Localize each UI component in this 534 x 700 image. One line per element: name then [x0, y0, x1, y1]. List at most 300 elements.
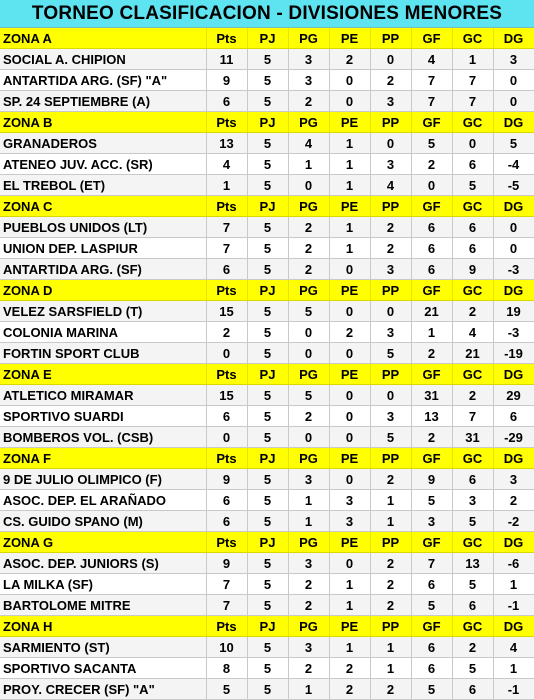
- stat-cell: -1: [493, 679, 534, 700]
- team-name: ASOC. DEP. EL ARAÑADO: [0, 490, 206, 511]
- stat-cell: 4: [411, 49, 452, 70]
- team-name: PROY. CRECER (SF) "A": [0, 679, 206, 700]
- stat-cell: 5: [247, 427, 288, 448]
- stat-cell: -29: [493, 427, 534, 448]
- column-header: Pts: [206, 616, 247, 637]
- stat-cell: 0: [288, 343, 329, 364]
- stat-cell: 7: [206, 595, 247, 616]
- stat-cell: 5: [411, 490, 452, 511]
- stat-cell: 5: [452, 658, 493, 679]
- stat-cell: 3: [452, 490, 493, 511]
- stat-cell: 0: [288, 322, 329, 343]
- stat-cell: 2: [288, 658, 329, 679]
- page-title: TORNEO CLASIFICACION - DIVISIONES MENORES: [0, 0, 534, 28]
- column-header: Pts: [206, 196, 247, 217]
- stat-cell: 1: [329, 637, 370, 658]
- column-header: PJ: [247, 364, 288, 385]
- stat-cell: 6: [206, 91, 247, 112]
- stat-cell: 1: [493, 574, 534, 595]
- stat-cell: 5: [247, 574, 288, 595]
- stat-cell: 3: [411, 511, 452, 532]
- column-header: PE: [329, 616, 370, 637]
- column-header: Pts: [206, 448, 247, 469]
- stat-cell: 1: [370, 658, 411, 679]
- stat-cell: 1: [329, 133, 370, 154]
- stat-cell: 3: [288, 469, 329, 490]
- standings-table: [0, 28, 534, 700]
- column-header: GF: [411, 616, 452, 637]
- stat-cell: 6: [206, 406, 247, 427]
- stat-cell: 1: [329, 574, 370, 595]
- team-row: [0, 49, 534, 70]
- stat-cell: 4: [452, 322, 493, 343]
- stat-cell: 5: [247, 301, 288, 322]
- stat-cell: 5: [247, 490, 288, 511]
- team-row: [0, 595, 534, 616]
- zone-name: ZONA C: [0, 196, 206, 217]
- stat-cell: 3: [493, 49, 534, 70]
- team-name: SPORTIVO SACANTA: [0, 658, 206, 679]
- team-row: [0, 259, 534, 280]
- stat-cell: 3: [370, 91, 411, 112]
- column-header: DG: [493, 532, 534, 553]
- zone-header-row: [0, 280, 534, 301]
- team-row: [0, 385, 534, 406]
- stat-cell: 0: [329, 91, 370, 112]
- stat-cell: 0: [329, 427, 370, 448]
- zone-header-row: [0, 196, 534, 217]
- stat-cell: 1: [288, 154, 329, 175]
- team-name: SPORTIVO SUARDI: [0, 406, 206, 427]
- stat-cell: 5: [247, 469, 288, 490]
- stat-cell: 0: [329, 406, 370, 427]
- column-header: GF: [411, 196, 452, 217]
- stat-cell: 0: [206, 427, 247, 448]
- stat-cell: 3: [288, 49, 329, 70]
- stat-cell: 7: [206, 238, 247, 259]
- team-name: GRANADEROS: [0, 133, 206, 154]
- stat-cell: -1: [493, 595, 534, 616]
- stat-cell: 19: [493, 301, 534, 322]
- stat-cell: 2: [288, 259, 329, 280]
- stat-cell: 7: [411, 70, 452, 91]
- column-header: GF: [411, 112, 452, 133]
- team-name: ASOC. DEP. JUNIORS (S): [0, 553, 206, 574]
- zone-header-row: [0, 616, 534, 637]
- stat-cell: -3: [493, 322, 534, 343]
- team-name: PUEBLOS UNIDOS (LT): [0, 217, 206, 238]
- column-header: PP: [370, 532, 411, 553]
- stat-cell: 0: [329, 385, 370, 406]
- team-name: ANTARTIDA ARG. (SF): [0, 259, 206, 280]
- stat-cell: 3: [329, 511, 370, 532]
- stat-cell: 5: [247, 154, 288, 175]
- stat-cell: 1: [206, 175, 247, 196]
- team-row: [0, 679, 534, 700]
- column-header: GC: [452, 28, 493, 49]
- stat-cell: 1: [370, 637, 411, 658]
- stat-cell: -6: [493, 553, 534, 574]
- column-header: PP: [370, 112, 411, 133]
- team-name: CS. GUIDO SPANO (M): [0, 511, 206, 532]
- stat-cell: 5: [288, 301, 329, 322]
- column-header: PE: [329, 28, 370, 49]
- stat-cell: 1: [370, 490, 411, 511]
- stat-cell: 6: [411, 217, 452, 238]
- stat-cell: 0: [370, 301, 411, 322]
- stat-cell: 7: [206, 574, 247, 595]
- stat-cell: 3: [370, 259, 411, 280]
- stat-cell: 4: [206, 154, 247, 175]
- stat-cell: 2: [370, 679, 411, 700]
- team-name: LA MILKA (SF): [0, 574, 206, 595]
- column-header: DG: [493, 196, 534, 217]
- stat-cell: 5: [411, 133, 452, 154]
- column-header: Pts: [206, 112, 247, 133]
- team-name: ANTARTIDA ARG. (SF) "A": [0, 70, 206, 91]
- stat-cell: 2: [370, 574, 411, 595]
- column-header: PG: [288, 196, 329, 217]
- stat-cell: 2: [370, 553, 411, 574]
- stat-cell: 1: [493, 658, 534, 679]
- stat-cell: 0: [329, 469, 370, 490]
- stat-cell: 2: [206, 322, 247, 343]
- column-header: PG: [288, 280, 329, 301]
- team-row: [0, 553, 534, 574]
- team-row: [0, 574, 534, 595]
- stat-cell: 6: [452, 679, 493, 700]
- stat-cell: 5: [247, 70, 288, 91]
- stat-cell: 1: [370, 511, 411, 532]
- column-header: GF: [411, 448, 452, 469]
- column-header: GF: [411, 364, 452, 385]
- stat-cell: -3: [493, 259, 534, 280]
- column-header: PP: [370, 196, 411, 217]
- column-header: DG: [493, 448, 534, 469]
- stat-cell: 5: [247, 49, 288, 70]
- column-header: PP: [370, 28, 411, 49]
- stat-cell: 5: [411, 679, 452, 700]
- stat-cell: 0: [493, 70, 534, 91]
- stat-cell: 2: [288, 217, 329, 238]
- stat-cell: 1: [452, 49, 493, 70]
- team-row: [0, 217, 534, 238]
- column-header: PE: [329, 364, 370, 385]
- column-header: DG: [493, 280, 534, 301]
- stat-cell: 2: [411, 343, 452, 364]
- stat-cell: 5: [247, 679, 288, 700]
- stat-cell: 9: [452, 259, 493, 280]
- stat-cell: 0: [329, 70, 370, 91]
- stat-cell: 3: [370, 154, 411, 175]
- stat-cell: 7: [452, 70, 493, 91]
- team-row: [0, 406, 534, 427]
- team-name: BARTOLOME MITRE: [0, 595, 206, 616]
- stat-cell: 0: [452, 133, 493, 154]
- stat-cell: -5: [493, 175, 534, 196]
- stat-cell: 5: [206, 679, 247, 700]
- stat-cell: 3: [493, 469, 534, 490]
- stat-cell: 3: [288, 637, 329, 658]
- stat-cell: 5: [247, 637, 288, 658]
- stat-cell: 6: [493, 406, 534, 427]
- stat-cell: 4: [370, 175, 411, 196]
- stat-cell: 7: [452, 91, 493, 112]
- column-header: Pts: [206, 28, 247, 49]
- stat-cell: 31: [452, 427, 493, 448]
- stat-cell: 2: [452, 385, 493, 406]
- team-name: UNION DEP. LASPIUR: [0, 238, 206, 259]
- team-name: SOCIAL A. CHIPION: [0, 49, 206, 70]
- zone-header-row: [0, 448, 534, 469]
- stat-cell: -19: [493, 343, 534, 364]
- stat-cell: 6: [411, 574, 452, 595]
- column-header: PJ: [247, 280, 288, 301]
- team-row: [0, 91, 534, 112]
- stat-cell: 11: [206, 49, 247, 70]
- column-header: Pts: [206, 364, 247, 385]
- stat-cell: 1: [411, 322, 452, 343]
- column-header: PE: [329, 532, 370, 553]
- stat-cell: 5: [247, 133, 288, 154]
- stat-cell: 6: [452, 595, 493, 616]
- stat-cell: 5: [247, 553, 288, 574]
- zone-header-row: [0, 532, 534, 553]
- team-row: [0, 154, 534, 175]
- stat-cell: 9: [411, 469, 452, 490]
- stat-cell: 1: [288, 511, 329, 532]
- stat-cell: 1: [329, 154, 370, 175]
- team-row: [0, 175, 534, 196]
- column-header: PG: [288, 364, 329, 385]
- stat-cell: 5: [247, 343, 288, 364]
- stat-cell: 5: [288, 385, 329, 406]
- stat-cell: 2: [370, 469, 411, 490]
- stat-cell: 0: [411, 175, 452, 196]
- zone-name: ZONA D: [0, 280, 206, 301]
- stat-cell: 9: [206, 553, 247, 574]
- column-header: GC: [452, 112, 493, 133]
- stat-cell: 3: [370, 406, 411, 427]
- stat-cell: 2: [370, 238, 411, 259]
- stat-cell: 5: [247, 406, 288, 427]
- stat-cell: 5: [247, 259, 288, 280]
- column-header: PP: [370, 616, 411, 637]
- stat-cell: 6: [206, 511, 247, 532]
- stat-cell: 0: [329, 301, 370, 322]
- stat-cell: 13: [411, 406, 452, 427]
- stat-cell: 7: [411, 553, 452, 574]
- stat-cell: 5: [370, 427, 411, 448]
- team-name: ATLETICO MIRAMAR: [0, 385, 206, 406]
- stat-cell: 5: [411, 595, 452, 616]
- stat-cell: 1: [329, 238, 370, 259]
- stat-cell: 2: [288, 574, 329, 595]
- column-header: PP: [370, 364, 411, 385]
- column-header: PP: [370, 448, 411, 469]
- column-header: PE: [329, 448, 370, 469]
- stat-cell: 2: [411, 427, 452, 448]
- stat-cell: 2: [370, 217, 411, 238]
- column-header: PE: [329, 280, 370, 301]
- stat-cell: 3: [288, 70, 329, 91]
- column-header: PJ: [247, 28, 288, 49]
- stat-cell: 5: [247, 385, 288, 406]
- zone-header-row: [0, 112, 534, 133]
- column-header: Pts: [206, 532, 247, 553]
- stat-cell: 3: [370, 322, 411, 343]
- stat-cell: 5: [247, 91, 288, 112]
- team-name: SARMIENTO (ST): [0, 637, 206, 658]
- stat-cell: 6: [206, 490, 247, 511]
- stat-cell: 29: [493, 385, 534, 406]
- zone-name: ZONA A: [0, 28, 206, 49]
- stat-cell: 2: [288, 595, 329, 616]
- stat-cell: 6: [411, 238, 452, 259]
- stat-cell: 6: [452, 154, 493, 175]
- team-row: [0, 658, 534, 679]
- column-header: GF: [411, 28, 452, 49]
- stat-cell: 2: [329, 658, 370, 679]
- stat-cell: 0: [370, 49, 411, 70]
- team-row: [0, 511, 534, 532]
- team-row: [0, 469, 534, 490]
- zone-name: ZONA B: [0, 112, 206, 133]
- column-header: PG: [288, 616, 329, 637]
- stat-cell: 5: [247, 595, 288, 616]
- stat-cell: 0: [206, 343, 247, 364]
- team-name: COLONIA MARINA: [0, 322, 206, 343]
- stat-cell: 8: [206, 658, 247, 679]
- stat-cell: 1: [329, 175, 370, 196]
- stat-cell: 6: [411, 658, 452, 679]
- stat-cell: 2: [329, 49, 370, 70]
- stat-cell: 10: [206, 637, 247, 658]
- team-row: [0, 133, 534, 154]
- column-header: GF: [411, 280, 452, 301]
- stat-cell: 0: [493, 217, 534, 238]
- column-header: PE: [329, 112, 370, 133]
- stat-cell: 31: [411, 385, 452, 406]
- stat-cell: 4: [493, 637, 534, 658]
- stat-cell: 2: [452, 301, 493, 322]
- stat-cell: 4: [288, 133, 329, 154]
- stat-cell: 9: [206, 469, 247, 490]
- column-header: PJ: [247, 448, 288, 469]
- stat-cell: 7: [411, 91, 452, 112]
- stat-cell: 1: [288, 490, 329, 511]
- stat-cell: 2: [493, 490, 534, 511]
- column-header: Pts: [206, 280, 247, 301]
- stat-cell: 2: [329, 679, 370, 700]
- column-header: GC: [452, 448, 493, 469]
- stat-cell: 6: [452, 217, 493, 238]
- stat-cell: 5: [452, 175, 493, 196]
- stat-cell: 2: [370, 70, 411, 91]
- stat-cell: 6: [411, 637, 452, 658]
- team-row: [0, 322, 534, 343]
- column-header: PG: [288, 448, 329, 469]
- stat-cell: 6: [452, 238, 493, 259]
- column-header: GC: [452, 364, 493, 385]
- team-row: [0, 637, 534, 658]
- stat-cell: 6: [411, 259, 452, 280]
- team-name: BOMBEROS VOL. (CSB): [0, 427, 206, 448]
- stat-cell: 5: [247, 175, 288, 196]
- column-header: PJ: [247, 196, 288, 217]
- stat-cell: 5: [452, 511, 493, 532]
- stat-cell: 2: [452, 637, 493, 658]
- team-name: 9 DE JULIO OLIMPICO (F): [0, 469, 206, 490]
- column-header: PG: [288, 28, 329, 49]
- stat-cell: 1: [288, 679, 329, 700]
- zone-name: ZONA G: [0, 532, 206, 553]
- stat-cell: 2: [288, 91, 329, 112]
- team-row: [0, 427, 534, 448]
- stat-cell: 0: [329, 343, 370, 364]
- stat-cell: -4: [493, 154, 534, 175]
- stat-cell: 6: [206, 259, 247, 280]
- team-row: [0, 238, 534, 259]
- stat-cell: 0: [288, 175, 329, 196]
- stat-cell: 5: [247, 322, 288, 343]
- stat-cell: 13: [452, 553, 493, 574]
- column-header: GC: [452, 532, 493, 553]
- stat-cell: 2: [329, 322, 370, 343]
- stat-cell: 7: [206, 217, 247, 238]
- stat-cell: 13: [206, 133, 247, 154]
- column-header: PG: [288, 112, 329, 133]
- stat-cell: 5: [452, 574, 493, 595]
- stat-cell: 15: [206, 385, 247, 406]
- column-header: GC: [452, 196, 493, 217]
- column-header: DG: [493, 364, 534, 385]
- stat-cell: 7: [452, 406, 493, 427]
- stat-cell: 5: [247, 658, 288, 679]
- stat-cell: -2: [493, 511, 534, 532]
- team-name: ATENEO JUV. ACC. (SR): [0, 154, 206, 175]
- stat-cell: 21: [452, 343, 493, 364]
- team-row: [0, 70, 534, 91]
- column-header: PJ: [247, 616, 288, 637]
- team-row: [0, 343, 534, 364]
- stat-cell: 0: [493, 238, 534, 259]
- stat-cell: 2: [370, 595, 411, 616]
- stat-cell: 1: [329, 217, 370, 238]
- stat-cell: 2: [288, 406, 329, 427]
- column-header: PG: [288, 532, 329, 553]
- column-header: DG: [493, 616, 534, 637]
- column-header: PJ: [247, 112, 288, 133]
- team-name: FORTIN SPORT CLUB: [0, 343, 206, 364]
- stat-cell: 2: [411, 154, 452, 175]
- zone-name: ZONA F: [0, 448, 206, 469]
- stat-cell: 5: [493, 133, 534, 154]
- stat-cell: 0: [493, 91, 534, 112]
- team-name: SP. 24 SEPTIEMBRE (A): [0, 91, 206, 112]
- stat-cell: 0: [329, 259, 370, 280]
- column-header: GC: [452, 616, 493, 637]
- column-header: DG: [493, 28, 534, 49]
- stat-cell: 6: [452, 469, 493, 490]
- column-header: PJ: [247, 532, 288, 553]
- column-header: PE: [329, 196, 370, 217]
- stat-cell: 5: [247, 238, 288, 259]
- stat-cell: 3: [288, 553, 329, 574]
- zone-name: ZONA H: [0, 616, 206, 637]
- stat-cell: 0: [329, 553, 370, 574]
- team-row: [0, 301, 534, 322]
